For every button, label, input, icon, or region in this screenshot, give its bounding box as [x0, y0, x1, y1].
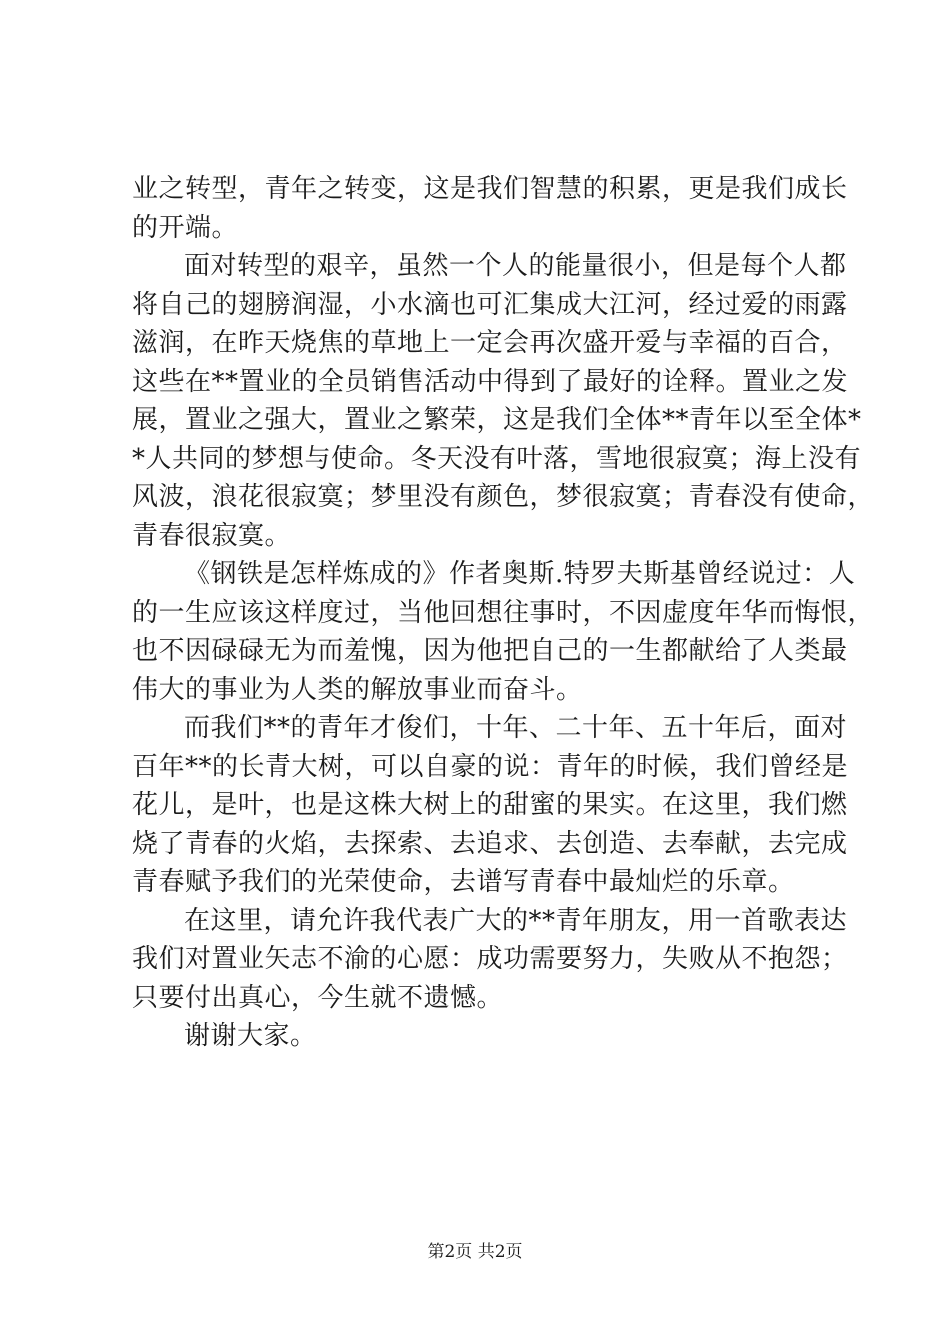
text-line: 百年**的长青大树，可以自豪的说：青年的时候，我们曾经是: [132, 751, 849, 782]
text-line: 这些在**置业的全员销售活动中得到了最好的诠释。置业之发: [132, 366, 849, 397]
text-line: 烧了青春的火焰，去探索、去追求、去创造、去奉献，去完成: [132, 828, 848, 859]
text-line: 风波，浪花很寂寞；梦里没有颜色，梦很寂寞；青春没有使命，: [132, 482, 875, 512]
text-line: 滋润，在昨天烧焦的草地上一定会再次盛开爱与幸福的百合，: [132, 328, 848, 358]
text-line: 的一生应该这样度过，当他回想往事时，不因虚度年华而悔恨，: [132, 597, 875, 628]
text-line: 我们对置业矢志不渝的心愿：成功需要努力，失败从不抱怨；: [132, 944, 848, 974]
text-line: 伟大的事业为人类的解放事业而奋斗。: [132, 674, 583, 705]
paragraph-first-line: 而我们**的青年才俊们，十年、二十年、五十年后，面对: [184, 713, 848, 743]
closing-line: 谢谢大家。: [184, 1021, 317, 1051]
text-line: 的开端。: [132, 212, 239, 243]
paragraph-first-line: 在这里，请允许我代表广大的**青年朋友，用一首歌表达: [184, 905, 848, 936]
text-line: *人共同的梦想与使命。冬天没有叶落，雪地很寂寞；海上没有: [132, 443, 862, 474]
text-line: 将自己的翅膀润湿，小水滴也可汇集成大江河，经过爱的雨露: [132, 289, 848, 320]
text-line: 只要付出真心，今生就不遗憾。: [132, 982, 504, 1013]
text-line: 青春赋予我们的光荣使命，去谱写青春中最灿烂的乐章。: [132, 867, 795, 897]
text-line: 花儿，是叶，也是这株大树上的甜蜜的果实。在这里，我们燃: [132, 790, 848, 820]
text-line: 业之转型，青年之转变，这是我们智慧的积累，更是我们成长: [132, 174, 848, 204]
text-line: 也不因碌碌无为而羞愧，因为他把自己的一生都献给了人类最: [132, 636, 848, 666]
text-line: 展，置业之强大，置业之繁荣，这是我们全体**青年以至全体*: [132, 405, 862, 435]
paragraph-first-line: 《钢铁是怎样炼成的》作者奥斯.特罗夫斯基曾经说过：人: [184, 559, 856, 589]
paragraph-first-line: 面对转型的艰辛，虽然一个人的能量很小，但是每个人都: [184, 251, 847, 281]
page-number-footer: 第2页 共2页: [427, 1242, 523, 1262]
text-line: 青春很寂寞。: [132, 520, 292, 551]
document-body: [132, 170, 875, 1056]
